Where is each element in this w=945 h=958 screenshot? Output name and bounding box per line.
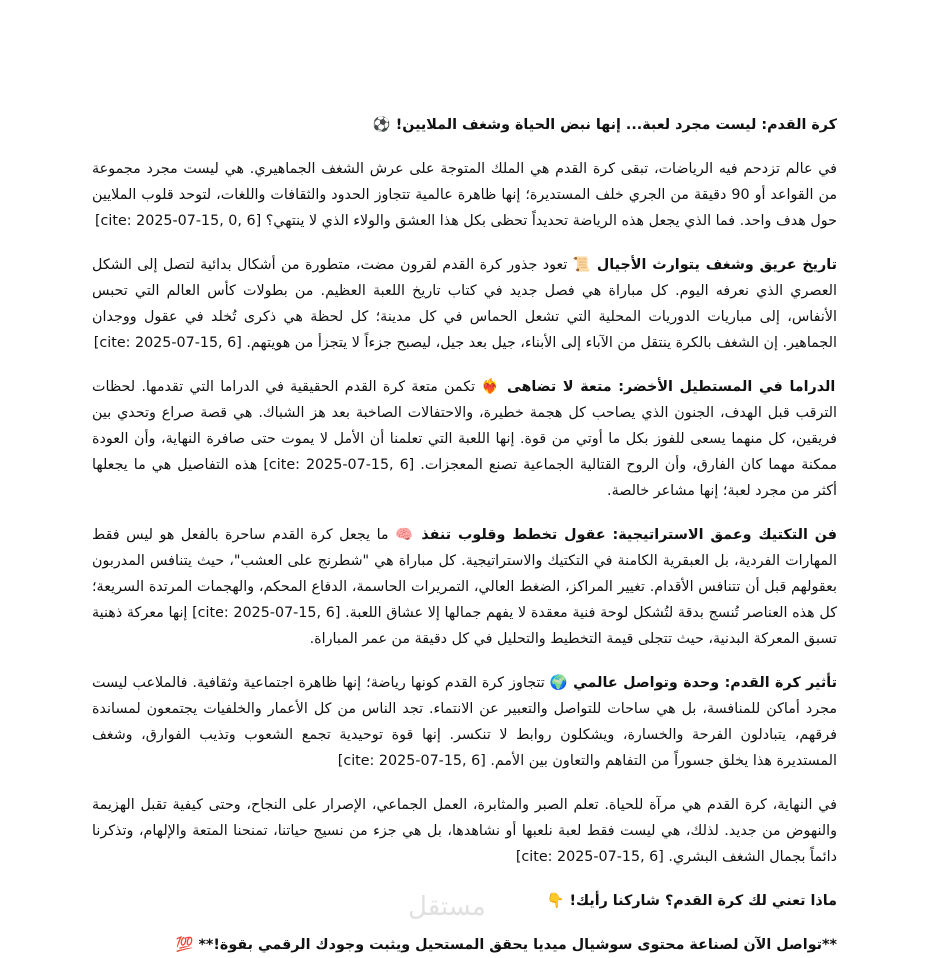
paragraph-text: في عالم تزدحم فيه الرياضات، تبقى كرة القدم هي الملك المتوجة على عرش الشغف الجماهيري. هي ليست مجرد مجموعة من القواعد أو 90 دقيقة من الجري خلف المستديرة؛ إنها ظاهرة عالمية تتجاوز الحدود والثقافات واللغات، لتوحد قلوب الملايين حول هدف واحد. فما الذي يجعل هذه الرياضة تحديداً تحظى بكل هذا العشق والولاء الذي لا ينتهي؟ xyxy=(92,161,837,229)
citation: [cite: 2025-07-15, 6] xyxy=(192,605,341,621)
paragraph-drama xyxy=(92,374,837,504)
citation: [cite: 2025-07-15, 6] xyxy=(93,335,242,351)
document-body xyxy=(92,112,837,958)
paragraph-impact xyxy=(92,670,837,774)
call-to-action xyxy=(92,932,837,958)
paragraph-intro xyxy=(92,156,837,234)
citation: [cite: 2025-07-15, 0, 6] xyxy=(94,213,262,229)
paragraph-heading: فن التكتيك وعمق الاستراتيجية: عقول تخطط وقلوب تنفذ xyxy=(421,527,837,543)
document-title xyxy=(92,112,837,138)
hundred-points-icon: 💯 xyxy=(175,937,194,953)
paragraph-heading: تاريخ عريق وشغف يتوارث الأجيال xyxy=(596,257,838,273)
title-text: كرة القدم: ليست مجرد لعبة... إنها نبض الحياة وشغف الملايين! xyxy=(395,117,837,133)
paragraph-heading: تأثير كرة القدم: وحدة وتواصل عالمي xyxy=(573,675,837,691)
watermark-logo: مستقل xyxy=(408,892,486,922)
paragraph-history xyxy=(92,252,837,356)
pointing-down-icon: 👇 xyxy=(546,893,565,909)
paragraph-text: في النهاية، كرة القدم هي مرآة للحياة. تعلم الصبر والمثابرة، العمل الجماعي، الإصرار على النجاح، وحتى كيفية تقبل الهزيمة والنهوض من جديد. لذلك، هي ليست فقط لعبة نلعبها أو نشاهدها، بل هي جزء من نسيج حياتنا، تمنحنا المتعة والإلهام، وتذكرنا دائماً بجمال الشغف البشري. xyxy=(92,797,837,865)
citation: [cite: 2025-07-15, 6] xyxy=(263,457,415,473)
paragraph-tail: إنها معركة ذهنية تسبق المعركة البدنية، حيث تتجلى قيمة التخطيط والتحليل في كل دقيقة من عمر المباراة. xyxy=(92,605,837,647)
paragraph-tactics xyxy=(92,522,837,652)
question-text: ماذا تعني لك كرة القدم؟ شاركنا رأيك! xyxy=(569,893,837,909)
paragraph-text: تعود جذور كرة القدم لقرون مضت، متطورة من أشكال بدائية لتصل إلى الشكل العصري الذي نعرفه اليوم. كل مباراة هي فصل جديد في كتاب تاريخ اللعبة العظيم. من بطولات كأس العالم التي تحبس الأنفاس، إلى مباريات الدوريات المحلية التي تشعل الحماس في كل مدينة؛ كل لحظة هي ذكرى تُخلد في عقول ووجدان الجماهير. إن الشغف بالكرة ينتقل من الآباء إلى الأبناء، جيل بعد جيل، ليصبح جزءاً لا يتجزأ من هويتهم. xyxy=(92,257,837,351)
paragraph-text: تكمن متعة كرة القدم الحقيقية في الدراما التي تقدمها. لحظات الترقب قبل الهدف، الجنون الذي يصاحب كل هجمة خطيرة، والاحتفالات الصاخبة بعد هز الشباك. هي قصة صراع وتحدي بين فريقين، كل منهما يسعى للفوز بكل ما أوتي من قوة. إنها اللعبة التي تعلمنا أن الأمل لا يموت حتى صافرة النهاية، وأن العودة ممكنة مهما كان الفارق، وأن الروح القتالية الجماعية تصنع المعجزات. xyxy=(92,379,838,473)
citation: [cite: 2025-07-15, 6] xyxy=(337,753,486,769)
globe-icon: 🌍 xyxy=(549,675,569,691)
paragraph-conclusion xyxy=(92,792,837,870)
scroll-icon: 📜 xyxy=(572,257,592,273)
heart-on-fire-icon: ❤️‍🔥 xyxy=(481,379,501,395)
paragraph-text: ما يجعل كرة القدم ساحرة بالفعل هو ليس فقط المهارات الفردية، بل العبقرية الكامنة في التكتيك والاستراتيجية. كل مباراة هي "شطرنج على العشب"، حيث يتنافس المدربون بعقولهم قبل أن تتنافس الأقدام. تغيير المراكز، الضغط العالي، التمريرات الحاسمة، الدفاع المحكم، والهجمات المرتدة السريعة؛ كل هذه العناصر تُنسج بدقة لتُشكل لوحة فنية معقدة لا يفهم جمالها إلا عشاق اللعبة. xyxy=(92,527,838,621)
paragraph-tail: هذه التفاصيل هي ما يجعلها أكثر من مجرد لعبة؛ إنها مشاعر خالصة. xyxy=(92,457,837,499)
soccer-ball-icon: ⚽ xyxy=(372,117,391,133)
citation: [cite: 2025-07-15, 6] xyxy=(515,849,664,865)
paragraph-text: تتجاوز كرة القدم كونها رياضة؛ إنها ظاهرة اجتماعية وثقافية. فالملاعب ليست مجرد أماكن للمنافسة، بل هي ساحات للتواصل والتعبير عن الانتماء. تجد الناس من كل الأعمار والخلفيات يجتمعون لمساندة فرقهم، يتبادلون الفرحة والخسارة، ويشكلون روابط لا تنكسر. إنها قوة توحيدية تجمع الشعوب وتذيب الفوارق، وشغف المستديرة هذا يخلق جسوراً من التفاهم والتعاون بين الأمم. xyxy=(92,675,837,769)
paragraph-heading: الدراما في المستطيل الأخضر: متعة لا تضاهى xyxy=(507,379,836,395)
brain-icon: 🧠 xyxy=(395,527,415,543)
cta-text: **تواصل الآن لصناعة محتوى سوشيال ميديا يحقق المستحيل ويثبت وجودك الرقمي بقوة!** xyxy=(198,937,837,953)
